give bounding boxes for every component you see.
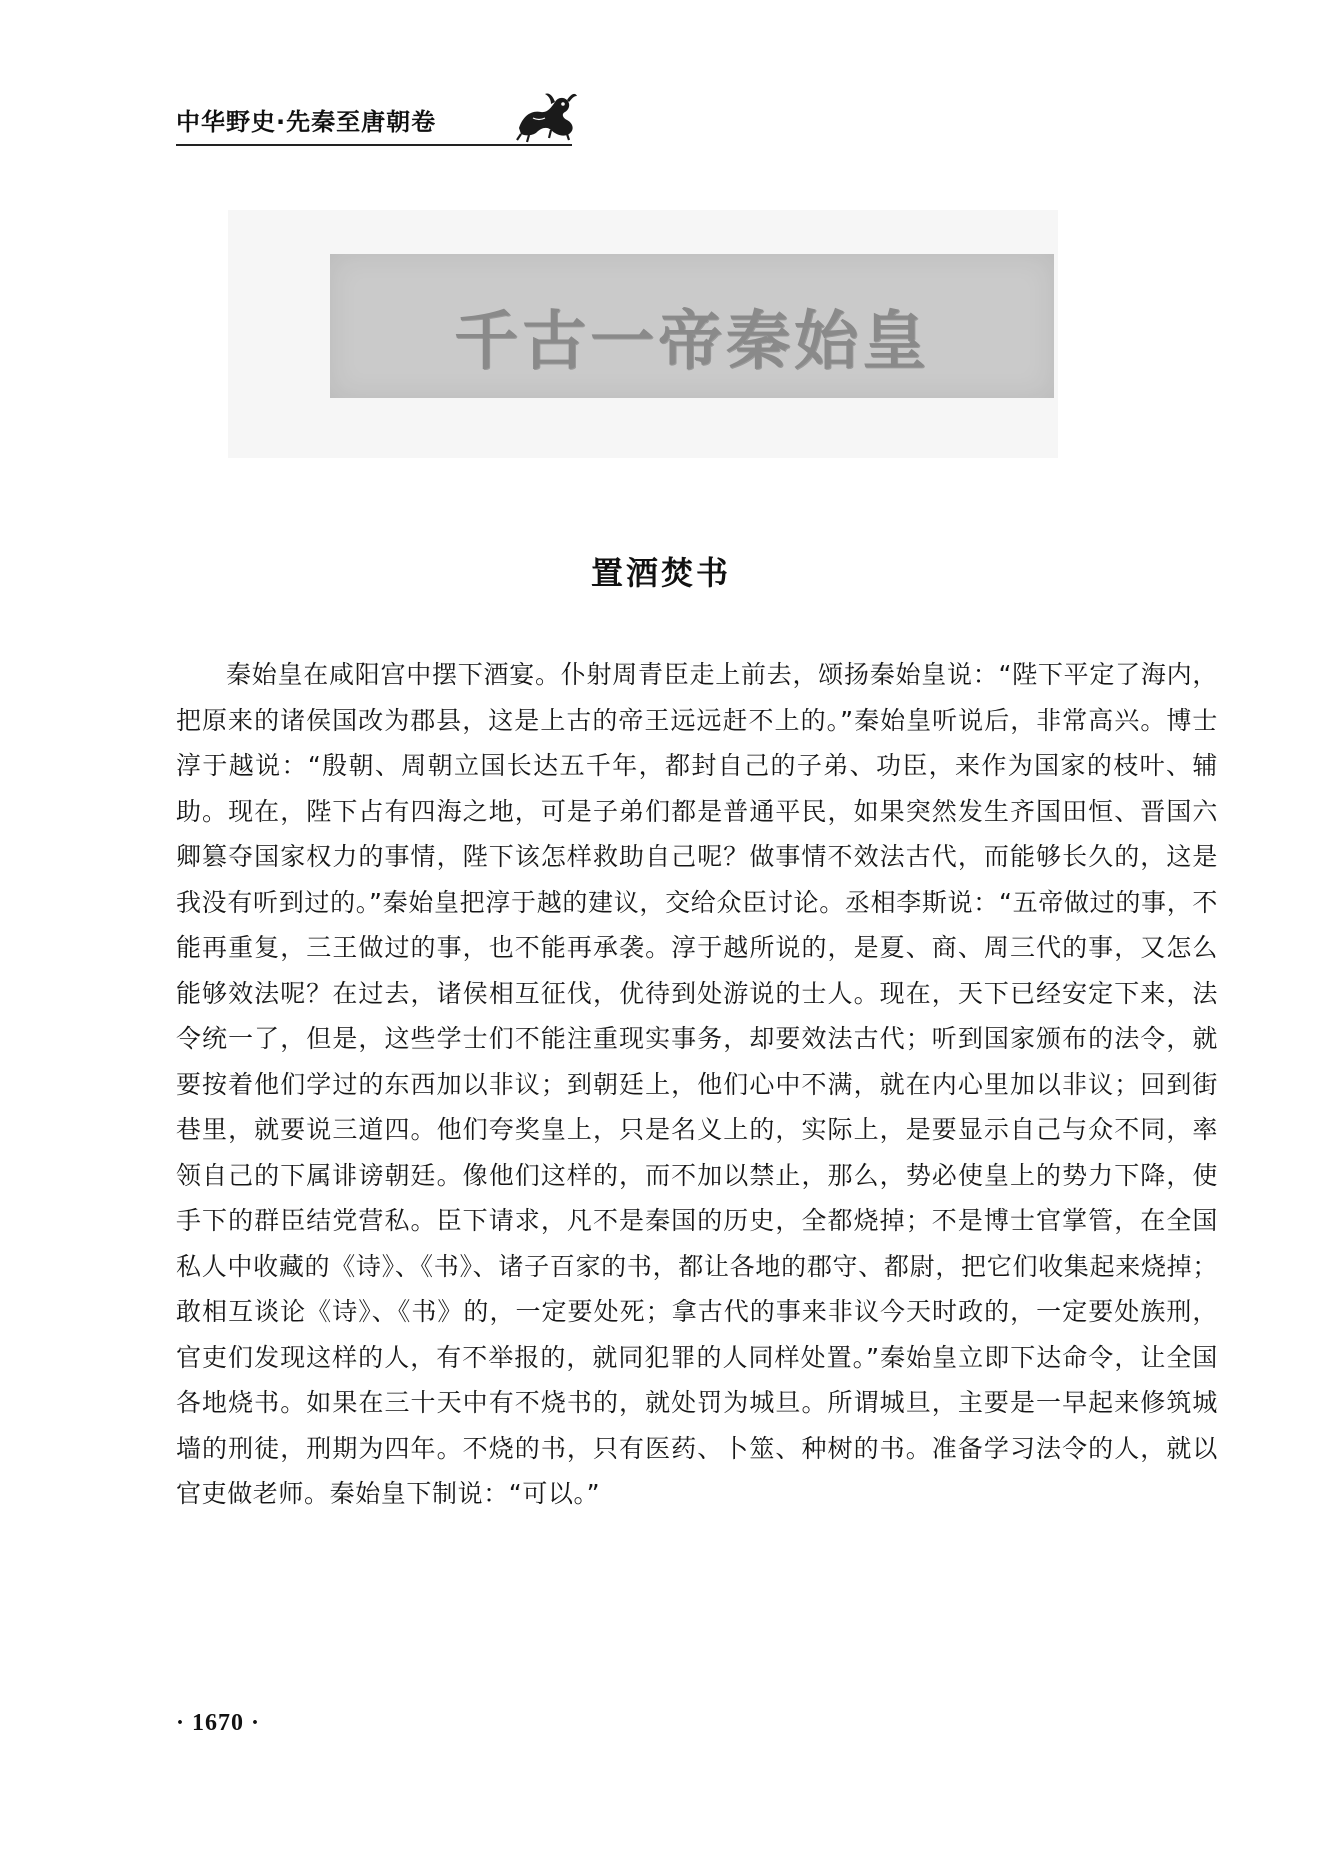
section-title: 置酒焚书 — [590, 554, 731, 592]
dragon-emblem-icon — [511, 88, 581, 144]
body-paragraph: 秦始皇在咸阳宫中摆下酒宴。仆射周青臣走上前去，颂扬秦始皇说：“陛下平定了海内，把原来的诸侯国改为郡县，这是上古的帝王远远赶不上的。”秦始皇听说后，非常高兴。博士淳于越说：“殷朝、周朝立国长达五千年，都封自己的子弟、功臣，来作为国家的枝叶、辅助。现在，陛下占有四海之地，可是子弟们都是普通平民，如果突然发生齐国田恒、晋国六卿篡夺国家权力的事情，陛下该怎样救助自己呢？做事情不效法古代，而能够长久的，这是我没有听到过的。”秦始皇把淳于越的建议，交给众臣讨论。丞相李斯说：“五帝做过的事，不能再重复，三王做过的事，也不能再承袭。淳于越所说的，是夏、商、周三代的事，又怎么能够效法呢？在过去，诸侯相互征伐，优待到处游说的士人。现在，天下已经安定下来，法令统一了，但是，这些学士们不能注重现实事务，却要效法古代；听到国家颁布的法令，就要按着他们学过的东西加以非议；到朝廷上，他们心中不满，就在内心里加以非议；回到街巷里，就要说三道四。他们夸奖皇上，只是名义上的，实际上，是要显示自己与众不同，率领自己的下属诽谤朝廷。像他们这样的，而不加以禁止，那么，势必使皇上的势力下降，使手下的群臣结党营私。臣下请求，凡不是秦国的历史，全都烧掉；不是博士官掌管，在全国私人中收藏的《诗》、《书》、诸子百家的书，都让各地的郡守、都尉，把它们收集起来烧掉；敢相互谈论《诗》、《书》的，一定要处死；拿古代的事来非议今天时政的，一定要处族刑，官吏们发现这样的人，有不举报的，就同犯罪的人同样处置。”秦始皇立即下达命令，让全国各地烧书。如果在三十天中有不烧书的，就处罚为城旦。所谓城旦，主要是一早起来修筑城墙的刑徒，刑期为四年。不烧的书，只有医药、卜筮、种树的书。准备学习法令的人，就以官吏做老师。秦始皇下制说：“可以。” — [176, 660, 1218, 1508]
book-title: 中华野史·先秦至唐朝卷 — [176, 108, 437, 136]
chapter-banner — [330, 254, 1054, 398]
page-number: · 1670 · — [176, 1710, 261, 1736]
chapter-title: 千古一帝秦始皇 — [454, 304, 930, 379]
running-header — [176, 92, 606, 152]
header-rule — [176, 144, 572, 146]
